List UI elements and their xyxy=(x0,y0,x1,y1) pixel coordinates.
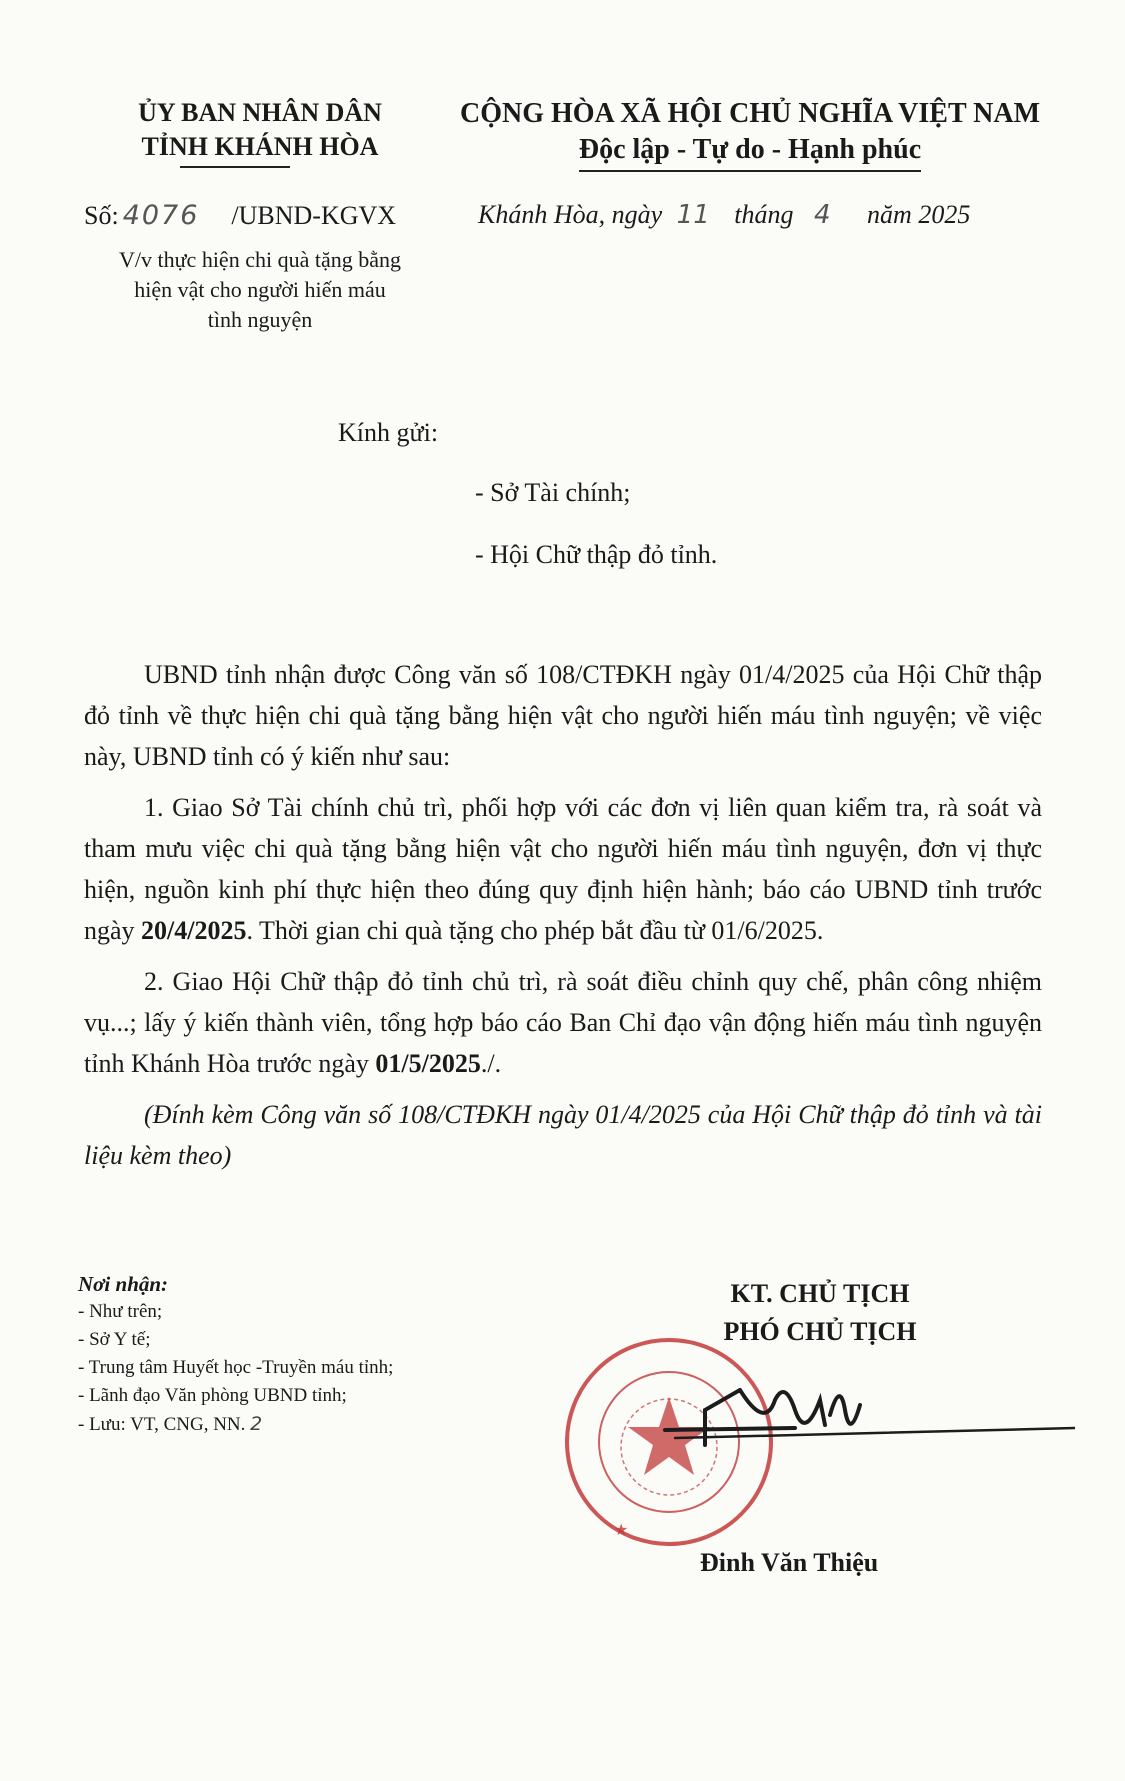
docno-code: /UBND-KGVX xyxy=(231,201,397,230)
recipients-list xyxy=(78,1270,393,1439)
deadline-date: 20/4/2025 xyxy=(141,916,247,945)
body-paragraph-3 xyxy=(84,961,1042,1084)
svg-text:★: ★ xyxy=(614,1520,629,1539)
year-text: năm 2025 xyxy=(867,200,971,229)
recipient-item: - Trung tâm Huyết học -Truyền máu tỉnh; xyxy=(78,1357,394,1378)
letter-body xyxy=(84,654,1042,1186)
recipient-item xyxy=(78,1410,393,1439)
attachment-note: (Đính kèm Công văn số 108/CTĐKH ngày 01/4/2025 của Hội Chữ thập đỏ tỉnh và tài liệu kèm theo) xyxy=(84,1100,1042,1170)
handwritten-mark: 2 xyxy=(250,1413,263,1435)
subject-summary xyxy=(90,245,430,335)
subject-line-1: V/v thực hiện chi quà tặng bằng xyxy=(119,247,401,272)
addressee-item: - Hội Chữ thập đỏ tỉnh. xyxy=(475,540,718,569)
body-paragraph-2 xyxy=(84,787,1042,951)
recipients-heading: Nơi nhận: xyxy=(78,1272,169,1296)
addressee-item: - Sở Tài chính; xyxy=(475,478,631,507)
issuing-agency xyxy=(110,96,410,164)
recipient-item: - Như trên; xyxy=(78,1301,163,1322)
recipient-item-text: - Lưu: VT, CNG, NN. xyxy=(78,1414,246,1435)
date-prefix: Khánh Hòa, ngày xyxy=(478,200,663,229)
handwritten-signature xyxy=(645,1370,1075,1510)
signer-title-2: PHÓ CHỦ TỊCH xyxy=(723,1317,917,1346)
body-text: ./. xyxy=(480,1049,502,1078)
document-number xyxy=(84,200,396,231)
nation-title: CỘNG HÒA XÃ HỘI CHỦ NGHĨA VIỆT NAM xyxy=(459,98,1041,129)
docno-label: Số: xyxy=(84,201,119,230)
agency-line-2: TỈNH KHÁNH HÒA xyxy=(141,132,379,161)
signer-name: Đinh Văn Thiệu xyxy=(700,1548,879,1577)
body-text: 1. Giao Sở Tài chính chủ trì, phối hợp với các đơn vị liên quan kiểm tra, rà soát và tham mưu việc chi quà tặng bằng hiện vật cho người hiến máu tình nguyện, đơn vị thực hiện, nguồn kinh phí thực hiện theo đúng quy định hiện hành; báo cáo UBND tỉnh trước ngày xyxy=(84,793,1042,945)
handwritten-docno: 4076 xyxy=(122,200,200,231)
national-header xyxy=(445,96,1055,172)
handwritten-day: 11 xyxy=(676,200,710,230)
agency-line-1: ỦY BAN NHÂN DÂN xyxy=(138,98,382,127)
body-paragraph-1: UBND tỉnh nhận được Công văn số 108/CTĐKH ngày 01/4/2025 của Hội Chữ thập đỏ tỉnh về thực hiện chi quà tặng bằng hiện vật cho người hiến máu tình nguyện; về việc này, UBND tỉnh có ý kiến như sau: xyxy=(84,660,1042,771)
national-motto: Độc lập - Tự do - Hạnh phúc xyxy=(579,132,921,172)
subject-line-3: tình nguyện xyxy=(207,307,313,332)
signer-title-1: KT. CHỦ TỊCH xyxy=(730,1279,910,1308)
addressee-label: Kính gửi: xyxy=(338,418,439,447)
body-text: 2. Giao Hội Chữ thập đỏ tỉnh chủ trì, rà soát điều chỉnh quy chế, phân công nhiệm vụ...; lấy ý kiến thành viên, tổng hợp báo cáo Ban Chỉ đạo vận động hiến máu tình nguyện tỉnh Khánh Hòa trước ngày xyxy=(84,967,1042,1078)
month-label: tháng xyxy=(734,200,794,229)
body-text: . Thời gian chi quà tặng cho phép bắt đầu từ 01/6/2025. xyxy=(246,916,824,945)
agency-underline xyxy=(180,166,290,168)
date-line xyxy=(478,200,970,230)
handwritten-month: 4 xyxy=(814,200,831,230)
recipient-item: - Sở Y tế; xyxy=(78,1329,151,1350)
deadline-date: 01/5/2025 xyxy=(375,1049,481,1078)
recipient-item: - Lãnh đạo Văn phòng UBND tỉnh; xyxy=(78,1385,347,1406)
subject-line-2: hiện vật cho người hiến máu xyxy=(134,277,386,302)
